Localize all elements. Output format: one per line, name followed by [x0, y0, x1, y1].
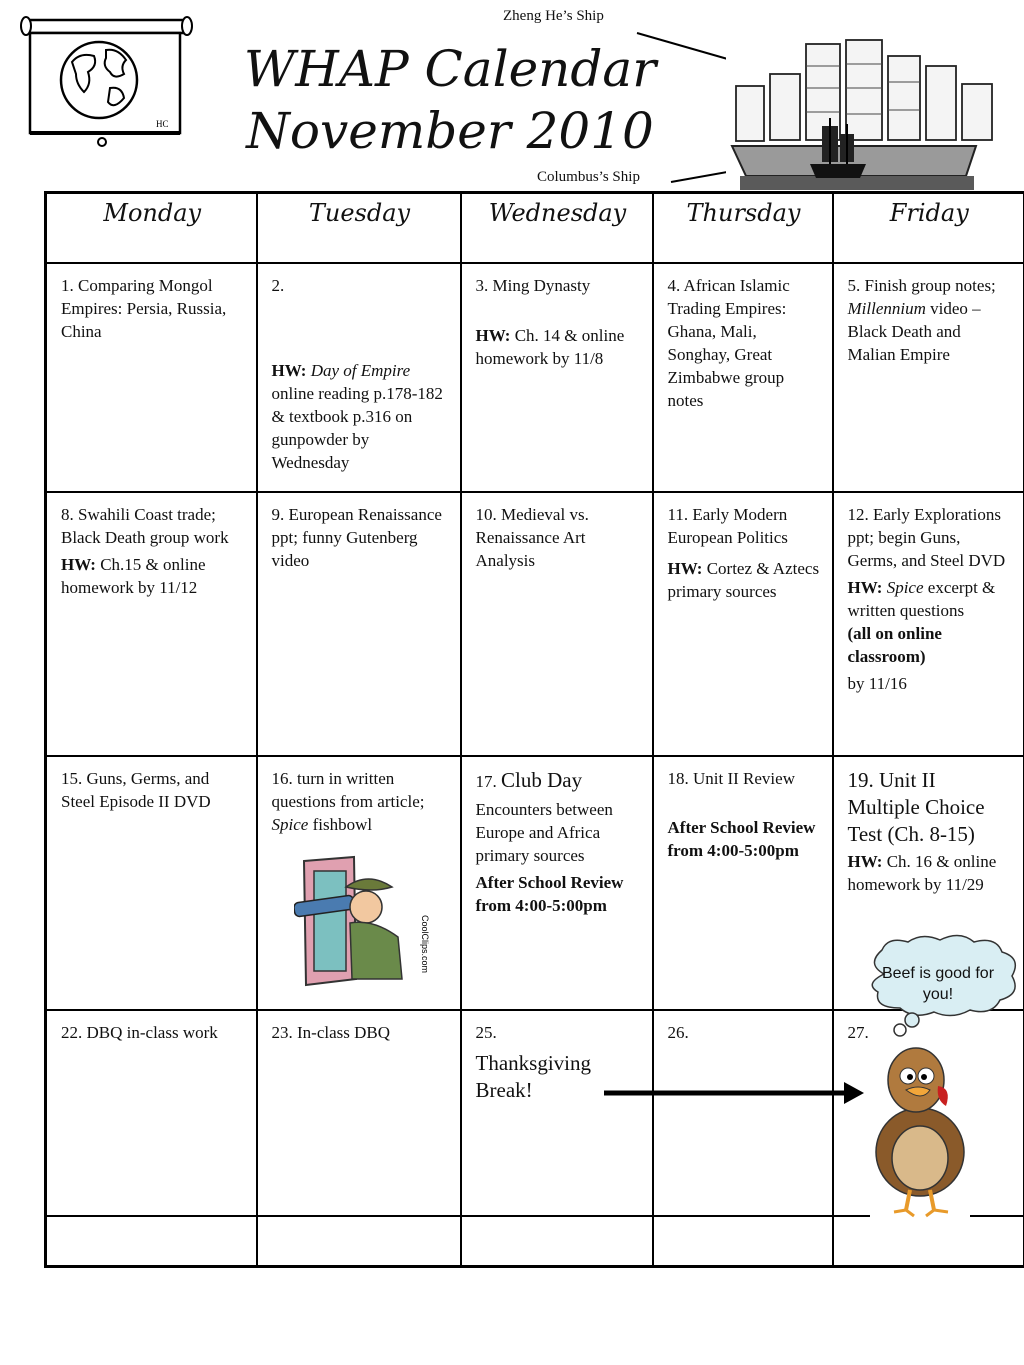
day-17-title: Club Day — [501, 768, 583, 792]
day-cell-4 — [653, 263, 833, 492]
clipart-credit: CoolClips.com — [419, 915, 430, 974]
explorer-telescope-clipart — [294, 853, 434, 993]
day-17-review-note: After School Review from 4:00-5:00pm — [475, 873, 624, 915]
day-cell-9 — [257, 492, 461, 756]
day-12-hw-title: Spice — [886, 578, 924, 597]
day-cell-26 — [653, 1010, 833, 1216]
day-1-text: 1. Comparing Mongol Empires: Persia, Russia, China — [61, 276, 227, 341]
title-line-1: WHAP Calendar — [243, 40, 657, 98]
day-9-text: 9. European Renaissance ppt; funny Gutenberg video — [271, 505, 442, 570]
day-cell-8 — [46, 492, 257, 756]
day-cell-2 — [257, 263, 461, 492]
day-8-text: 8. Swahili Coast trade; Black Death group work — [61, 505, 229, 547]
day-18-text: 18. Unit II Review — [667, 769, 795, 788]
ships-illustration — [726, 26, 1002, 192]
day-header-friday: Friday — [833, 193, 1024, 264]
day-8-hw-text: Ch.15 & online homework by 11/12 — [61, 555, 206, 597]
day-cell-17 — [461, 756, 653, 1010]
day-16-title: Spice — [271, 815, 309, 834]
empty-row — [46, 1216, 1024, 1266]
day-cell-16 — [257, 756, 461, 1010]
thanksgiving-text: Thanksgiving Break! — [475, 1051, 591, 1102]
hw-label: HW: — [61, 555, 96, 574]
zheng-he-ship-label: Zheng He’s Ship — [503, 8, 604, 24]
day-12-bold-note: (all on online classroom) — [847, 624, 942, 666]
day-header-monday: Monday — [46, 193, 257, 264]
hw-label: HW: — [475, 326, 511, 345]
day-19-text: 19. Unit II Multiple Choice Test (Ch. 8-15) — [847, 768, 985, 846]
hw-label: HW: — [847, 578, 883, 597]
day-4-text: 4. African Islamic Trading Empires: Ghana, Mali, Songhay, Great Zimbabwe group notes — [667, 276, 790, 410]
turkey-clipart — [870, 1040, 970, 1220]
day-17-number: 17. — [475, 772, 497, 791]
columbus-ship-label: Columbus’s Ship — [537, 169, 640, 185]
day-25-number: 25. — [475, 1023, 497, 1042]
day-5-video-title: Millennium — [847, 299, 926, 318]
day-5-text-a: 5. Finish group notes; — [847, 276, 996, 295]
day-11-text: 11. Early Modern European Politics — [667, 505, 788, 547]
day-cell-3 — [461, 263, 653, 492]
day-26-text: 26. — [667, 1023, 689, 1042]
day-header-tuesday: Tuesday — [257, 193, 461, 264]
day-15-text: 15. Guns, Germs, and Steel Episode II DVD — [61, 769, 211, 811]
day-header-wednesday: Wednesday — [461, 193, 653, 264]
day-19-hw-text: Ch. 16 & online homework by 11/29 — [847, 852, 997, 894]
day-10-text: 10. Medieval vs. Renaissance Art Analysis — [475, 505, 589, 570]
arrow-right-icon — [600, 1078, 870, 1108]
thought-bubble-dots — [888, 1010, 928, 1040]
hw-label: HW: — [847, 852, 883, 871]
day-17-text: Encounters between Europe and Africa primary sources — [475, 800, 613, 865]
day-2-hw-title: Day of Empire — [310, 361, 411, 380]
day-27-text: 27. — [847, 1023, 869, 1042]
day-cell-5 — [833, 263, 1024, 492]
day-cell-22 — [46, 1010, 257, 1216]
day-cell-1 — [46, 263, 257, 492]
day-22-text: 22. DBQ in-class work — [61, 1023, 218, 1042]
day-3-hw-text: Ch. 14 & online homework by 11/8 — [475, 326, 625, 368]
week-1-row — [46, 263, 1024, 492]
day-3-text: 3. Ming Dynasty — [475, 276, 591, 295]
day-18-review-note: After School Review from 4:00-5:00pm — [667, 818, 816, 860]
hw-label: HW: — [271, 361, 307, 380]
day-cell-23 — [257, 1010, 461, 1216]
day-12-due: by 11/16 — [847, 674, 907, 693]
day-23-text: 23. In-class DBQ — [271, 1023, 391, 1042]
day-cell-11 — [653, 492, 833, 756]
thought-bubble-text: Beef is good for you! — [881, 965, 995, 1003]
weekday-header-row — [46, 193, 1024, 264]
day-cell-15 — [46, 756, 257, 1010]
svg-text:HC: HC — [156, 119, 169, 129]
day-11-hw-text: Cortez & Aztecs primary sources — [667, 559, 820, 601]
day-2-hw-text: online reading p.178-182 & textbook p.316 on gunpowder by Wednesday — [271, 384, 443, 472]
day-5-text-b: video – Black Death and Malian Empire — [847, 299, 981, 364]
day-16-text-a: 16. turn in written questions from article; — [271, 769, 425, 811]
title-line-2: November 2010 — [246, 102, 654, 160]
day-cell-25 — [461, 1010, 653, 1216]
day-16-text-b: fishbowl — [312, 815, 373, 834]
hw-label: HW: — [667, 559, 703, 578]
day-cell-10 — [461, 492, 653, 756]
day-cell-12 — [833, 492, 1024, 756]
day-2-number: 2. — [271, 276, 285, 295]
day-cell-18 — [653, 756, 833, 1010]
day-12-text: 12. Early Explorations ppt; begin Guns, Germs, and Steel DVD — [847, 505, 1006, 570]
day-12-hw-text: excerpt & written questions — [847, 578, 996, 620]
week-2-row — [46, 492, 1024, 756]
day-header-thursday: Thursday — [653, 193, 833, 264]
